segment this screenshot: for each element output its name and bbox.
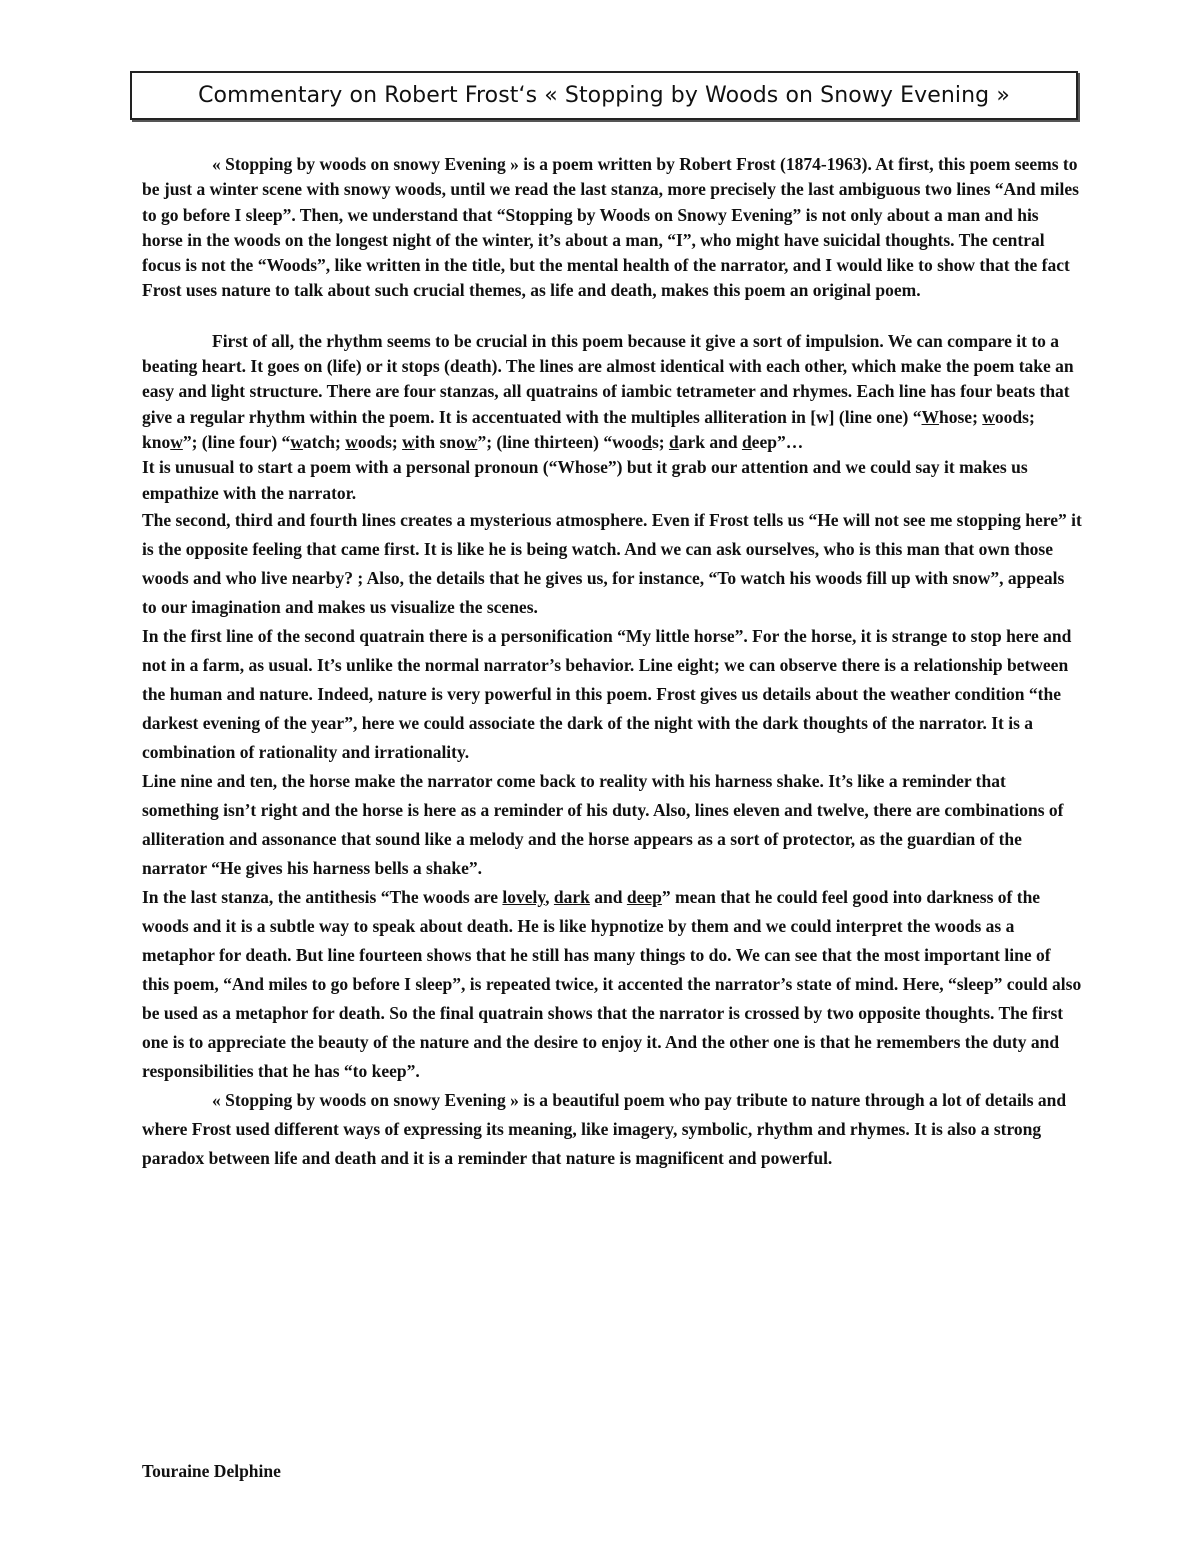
last-text: and <box>589 886 627 907</box>
underlined-word-lovely: lovely <box>502 886 546 907</box>
underlined-letter: w <box>345 431 358 452</box>
underlined-letter: w <box>402 431 415 452</box>
rhythm-text: ark and <box>678 431 742 452</box>
underlined-word-deep: deep <box>626 886 662 907</box>
last-text: , <box>545 886 554 907</box>
rhythm-text: First of all, the rhythm seems to be crucial in this poem because it give a sort of impulsion. We can compare it to a beating heart. It goes on (life) or it stops (death). The lines are almost identical with each other, which make the poem take an easy and light structure. There are four stanzas, all quatrains of iambic tetrameter and rhymes. Each line has four beats that give a regular rhythm within the poem. It is accentuated with the multiples alliteration in [w] (line one) “ <box>142 330 1074 427</box>
paragraph-gap <box>142 304 1082 329</box>
paragraph-intro: « Stopping by woods on snowy Evening » is a poem written by Robert Frost (1874-1963). At first, this poem seems to be just a winter scene with snowy woods, until we read the last stanza, more precisely the last ambiguous two lines “And miles to go before I sleep”. Then, we understand that “Stopping by Woods on Snowy Evening” is not only about a man and his horse in the woods on the longest night of the winter, it’s about a man, “I”, who might have suicidal thoughts. The central focus is not the “Woods”, like written in the title, but the mental health of the narrator, and I would like to show that the fact Frost uses nature to talk about such crucial themes, as life and death, makes this poem an original poem. <box>142 154 1079 301</box>
underlined-letter: w <box>982 406 995 427</box>
paragraph-last-stanza <box>142 883 1082 1086</box>
paragraph-pronoun: It is unusual to start a poem with a personal pronoun (“Whose”) but it grab our attention and we could say it makes us empathize with the narrator. <box>142 457 1028 503</box>
paragraph-quatrain: In the first line of the second quatrain there is a personification “My little horse”. For the horse, it is strange to stop here and not in a farm, as usual. It’s unlike the normal narrator’s behavior. Line eight; we can observe there is a relationship between the human and nature. Indeed, nature is very powerful in this poem. Frost gives us details about the weather condition “the darkest evening of the year”, here we could associate the dark of the night with the dark thoughts of the narrator. It is a combination of rationality and irrationality. <box>142 625 1072 762</box>
rhythm-text: atch; <box>302 431 346 452</box>
underlined-letter: w <box>170 431 183 452</box>
rhythm-text: oods; <box>357 431 403 452</box>
last-text: In the last stanza, the antithesis “The woods are <box>142 886 503 907</box>
rhythm-text: ”; (line thirteen) “woo <box>477 431 643 452</box>
rhythm-text: s; <box>651 431 669 452</box>
author-signature: Touraine Delphine <box>142 1461 281 1481</box>
underlined-word-dark: dark <box>553 886 590 907</box>
page-title: Commentary on Robert Frost‘s « Stopping by Woods on Snowy Evening » <box>198 83 1010 108</box>
paragraph-conclusion: « Stopping by woods on snowy Evening » is a beautiful poem who pay tribute to nature through a lot of details and where Frost used different ways of expressing its meaning, like imagery, symbolic, rhythm and rhymes. It is also a strong paradox between life and death and it is a reminder that nature is magnificent and powerful. <box>142 1089 1067 1168</box>
paragraph-nine-ten: Line nine and ten, the horse make the narrator come back to reality with his harness shake. It’s like a reminder that something isn’t right and the horse is here as a reminder of his duty. Also, lines eleven and twelve, there are combinations of alliteration and assonance that sound like a melody and the horse appears as a sort of protector, as the guardian of the narrator “He gives his harness bells a shake”. <box>142 770 1064 878</box>
underlined-letter: w <box>290 431 303 452</box>
rhythm-text: hose; <box>939 406 983 427</box>
title-box <box>130 71 1078 120</box>
rhythm-text: ith sno <box>414 431 465 452</box>
underlined-letter: d <box>741 431 752 452</box>
rhythm-text: ”; (line four) “ <box>182 431 291 452</box>
rhythm-text: eep”… <box>751 431 804 452</box>
underlined-letter: d <box>642 431 652 452</box>
last-text: ” mean that he could feel good into darkness of the woods and it is a subtle way to speak about death. He is like hypnotize by them and we could interpret the woods as a metaphor for death. But line fourteen shows that he still has many things to do. We can see that the most important line of this poem, “And miles to go before I sleep”, is repeated twice, it accented the narrator’s state of mind. Here, “sleep” could also be used as a metaphor for death. So the final quatrain shows that the narrator is crossed by two opposite thoughts. The first one is to appreciate the beauty of the nature and the desire to enjoy it. And the other one is that he remembers the duty and responsibilities that he has “to keep”. <box>142 886 1082 1081</box>
underlined-letter: W <box>921 406 940 427</box>
underlined-letter: d <box>668 431 679 452</box>
paragraph-second: The second, third and fourth lines creates a mysterious atmosphere. Even if Frost tells us “He will not see me stopping here” it is the opposite feeling that came first. It is like he is being watch. And we can ask ourselves, who is this man that own those woods and who live nearby? ; Also, the details that he gives us, for instance, “To watch his woods fill up with snow”, appeals to our imagination and makes us visualize the scenes. <box>142 509 1082 617</box>
underlined-letter: w <box>464 431 478 452</box>
paragraph-rhythm <box>142 329 1082 455</box>
rhythm-text: oods; kno <box>142 406 1035 452</box>
document-body <box>142 152 1082 1173</box>
